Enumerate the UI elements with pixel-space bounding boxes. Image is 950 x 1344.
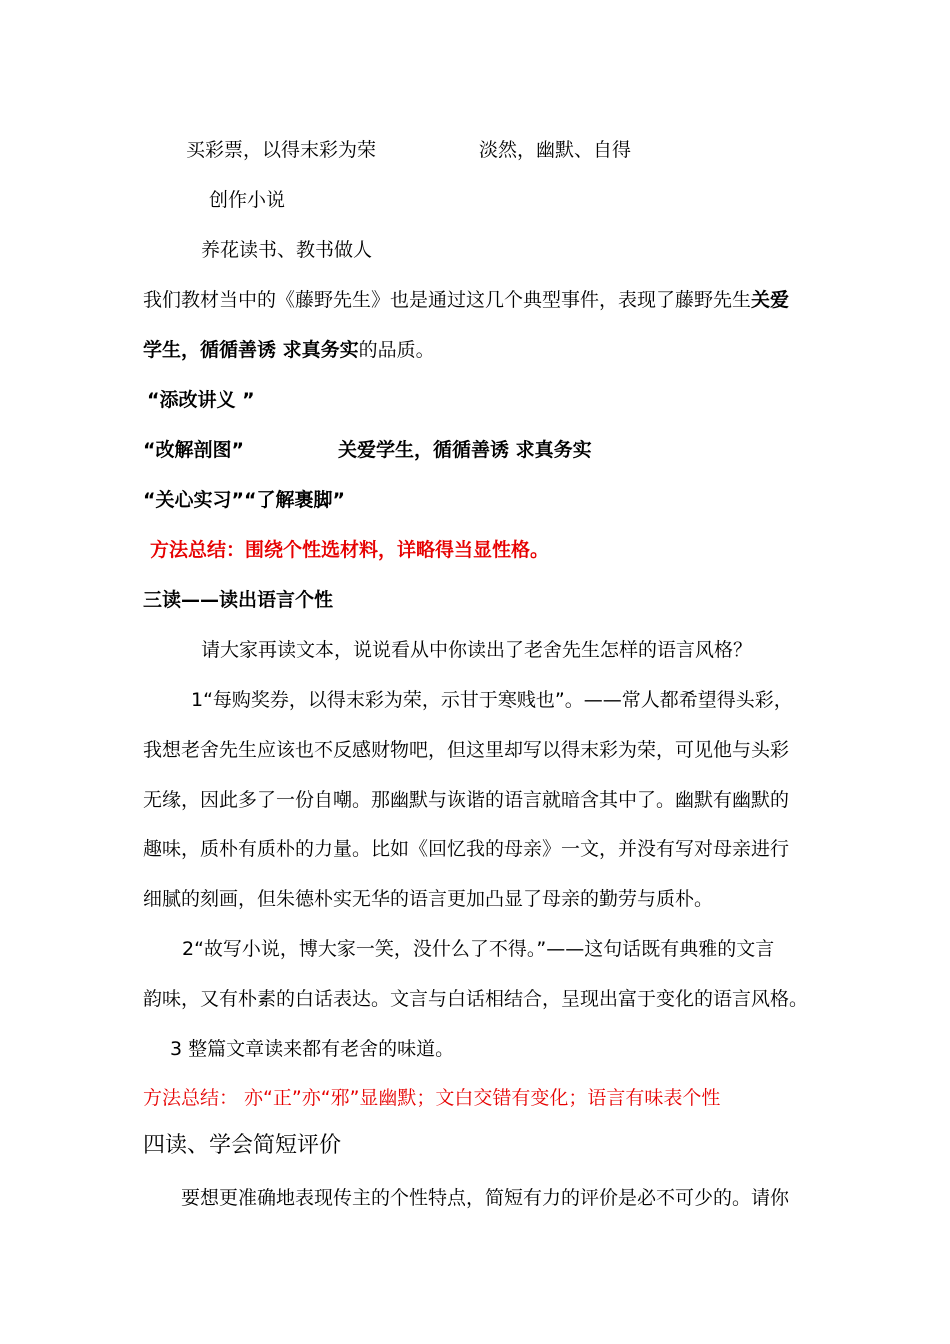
event-qualities: 关爱学生，循循善诱 求真务实: [338, 439, 592, 461]
section3-p1-line: 无缘，因此多了一份自嘲。那幽默与诙谐的语言就暗含其中了。幽默有幽默的: [143, 789, 790, 811]
section3-p1-line: 1“每购奖券，以得末彩为荣，示甘于寒贱也”。——常人都希望得头彩，: [191, 689, 793, 711]
intro-event-flowers: 养花读书、教书做人: [201, 239, 373, 261]
section4-p1: 要想更准确地表现传主的个性特点，简短有力的评价是必不可少的。请你: [181, 1187, 790, 1209]
section3-p2-line: 2“故写小说，博大家一笑，没什么了不得。”——这句话既有典雅的文言: [182, 938, 775, 960]
textbook-line-1: [143, 287, 789, 313]
section3-p1-line: 细腻的刻画，但朱德朴实无华的语言更加凸显了母亲的勤劳与质朴。: [143, 888, 714, 910]
section3-title: 三读——读出语言个性: [143, 589, 334, 611]
section3-question: 请大家再读文本，说说看从中你读出了老舍先生怎样的语言风格？: [201, 639, 753, 661]
textbook-bold: 学生，循循善诱 求真务实: [143, 339, 359, 361]
intro-event-lottery: 买彩票，以得末彩为荣: [186, 139, 377, 161]
event-care-practice: “关心实习”“了解裹脚”: [143, 489, 345, 511]
method-summary-1: 方法总结：围绕个性选材料，详略得当显性格。: [150, 539, 550, 561]
event-fix-diagram: “改解剖图”: [143, 439, 244, 461]
event-edit-notes: “添改讲义 ”: [147, 389, 255, 411]
section3-p1-line: 趣味，质朴有质朴的力量。比如《回忆我的母亲》一文，并没有写对母亲进行: [143, 838, 790, 860]
intro-traits: 淡然，幽默、自得: [479, 139, 632, 161]
intro-event-novel: 创作小说: [209, 189, 286, 211]
section4-title: 四读、学会简短评价: [143, 1133, 342, 1158]
textbook-bold: 关爱: [751, 289, 790, 311]
section3-p2-line: 韵味，又有朴素的白话表达。文言与白话相结合，呈现出富于变化的语言风格。: [143, 988, 809, 1010]
section3-p1-line: 我想老舍先生应该也不反感财物吧，但这里却写以得末彩为荣，可见他与头彩: [143, 739, 790, 761]
method-summary-2: 方法总结： 亦“正”亦“邪”显幽默；文白交错有变化；语言有味表个性: [143, 1087, 721, 1109]
textbook-text: 我们教材当中的《藤野先生》也是通过这几个典型事件，表现了藤野先生: [143, 289, 752, 311]
textbook-text: 的品质。: [358, 339, 435, 361]
section3-p3: 3 整篇文章读来都有老舍的味道。: [170, 1038, 455, 1060]
textbook-line-2: [143, 337, 435, 363]
